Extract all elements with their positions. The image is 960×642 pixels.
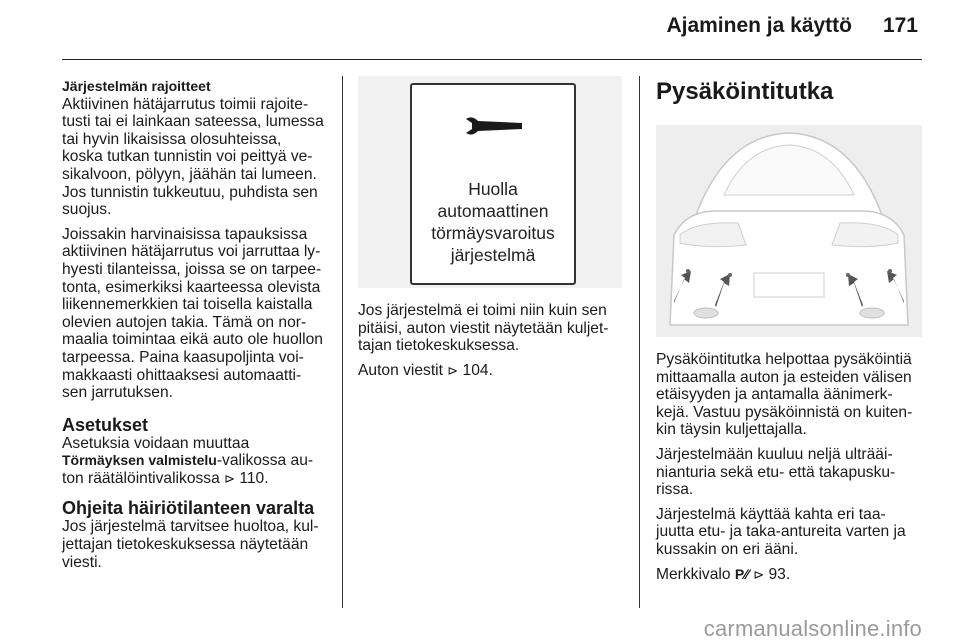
section-title: Ajaminen ja käyttö <box>666 14 852 37</box>
messages-text: Auton viestit <box>358 361 443 379</box>
warning-line-3: törmäysvaroitus <box>431 223 555 243</box>
column-divider-1 <box>342 76 343 608</box>
settings-heading: Asetukset <box>62 414 149 435</box>
column-middle <box>358 302 622 386</box>
messages-paragraph <box>358 362 622 380</box>
settings-page-ref[interactable]: 110. <box>239 469 269 487</box>
warning-line-2: automaattinen <box>437 201 549 221</box>
column-right <box>656 78 922 106</box>
page-ref-icon: ⊳ <box>224 470 236 486</box>
settings-menu-name: Törmäyksen valmistelu <box>62 452 217 469</box>
column-divider-2 <box>639 76 640 608</box>
column-right-text <box>656 351 922 590</box>
parking-radar-intro: Pysäköintitutka helpottaa pysäköintiä mittaamalla auton ja esteiden välisen etäisyyden ja antamalla äänimerk-kejä. Vastuu pysäköinnistä on kuiten-kin täysin kuljettajalla. <box>656 351 913 439</box>
page-header <box>0 0 960 60</box>
parking-indicator-icon: P⁄⁄ <box>734 565 749 582</box>
fault-paragraph: Jos järjestelmä tarvitsee huoltoa, kul-jettajan tietokeskuksessa näytetään viesti. <box>62 518 319 571</box>
warning-line-4: järjestelmä <box>450 245 536 265</box>
wrench-icon <box>464 115 524 137</box>
page-ref-icon: ⊳ <box>753 566 765 582</box>
fault-heading: Ohjeita häiriötilanteen varalta <box>62 498 315 519</box>
indicator-page-ref[interactable]: 93. <box>768 565 791 583</box>
settings-paragraph <box>62 435 326 488</box>
limitations-paragraph: Aktiivinen hätäjarrutus toimii rajoite-tusti tai ei lainkaan sateessa, lumessa tai hyvin likaisissa olosuhteissa, koska tutkan tunnistin voi peittyä ve-sikalvoon, pölyyn, jäähän tai lumeen. Jos tunnistin tukkeutuu, puhdista sen suojus. <box>62 95 324 219</box>
settings-text: Asetuksia voidaan muuttaa <box>62 434 250 452</box>
page-ref-icon: ⊳ <box>447 362 459 378</box>
warning-display-figure <box>410 83 576 285</box>
watermark: carmanualsonline.info <box>703 616 922 641</box>
limitations-heading: Järjestelmän rajoitteet <box>62 78 211 94</box>
settings-text-rest: -valikossa au-ton räätälöintivalikossa <box>62 452 314 487</box>
indicator-text: Merkkivalo <box>656 565 731 583</box>
page-number: 171 <box>882 14 918 37</box>
column-left <box>62 78 326 578</box>
car-rear-drawing <box>656 125 922 337</box>
messages-page-ref[interactable]: 104. <box>462 361 493 379</box>
warning-message <box>412 178 574 266</box>
sensors-paragraph: Järjestelmään kuuluu neljä ulträäi-nianturia sekä etu- että takapusku-rissa. <box>656 445 896 499</box>
frequency-paragraph: Järjestelmä käyttää kahta eri taa-juutta etu- ja taka-antureita varten ja kussakin on eri ääni. <box>656 505 906 558</box>
header-rule <box>62 59 922 60</box>
parking-radar-title: Pysäköintitutka <box>656 78 834 105</box>
indicator-paragraph <box>656 566 922 584</box>
false-braking-paragraph: Joissakin harvinaisissa tapauksissa aktiivinen hätäjarrutus voi jarruttaa ly-hyesti tilanteissa, joissa se on tarpee-tonta, esimerkiksi kaarteessa olevista liikennemerkkien tai toisella kaistalla olevien autojen takia. Tämä on nor-maalia toimintaa eikä auto ole huollon tarpeessa. Paina kaasupoljinta voi-makkaasti ohittaaksesi automaatti-sen jarrutuksen. <box>62 225 323 402</box>
car-rear-illustration <box>656 125 922 337</box>
warning-line-1: Huolla <box>468 179 518 199</box>
malfunction-paragraph: Jos järjestelmä ei toimi niin kuin sen pitäisi, auton viestit näytetään kuljet-tajan tietokeskuksessa. <box>358 302 609 355</box>
